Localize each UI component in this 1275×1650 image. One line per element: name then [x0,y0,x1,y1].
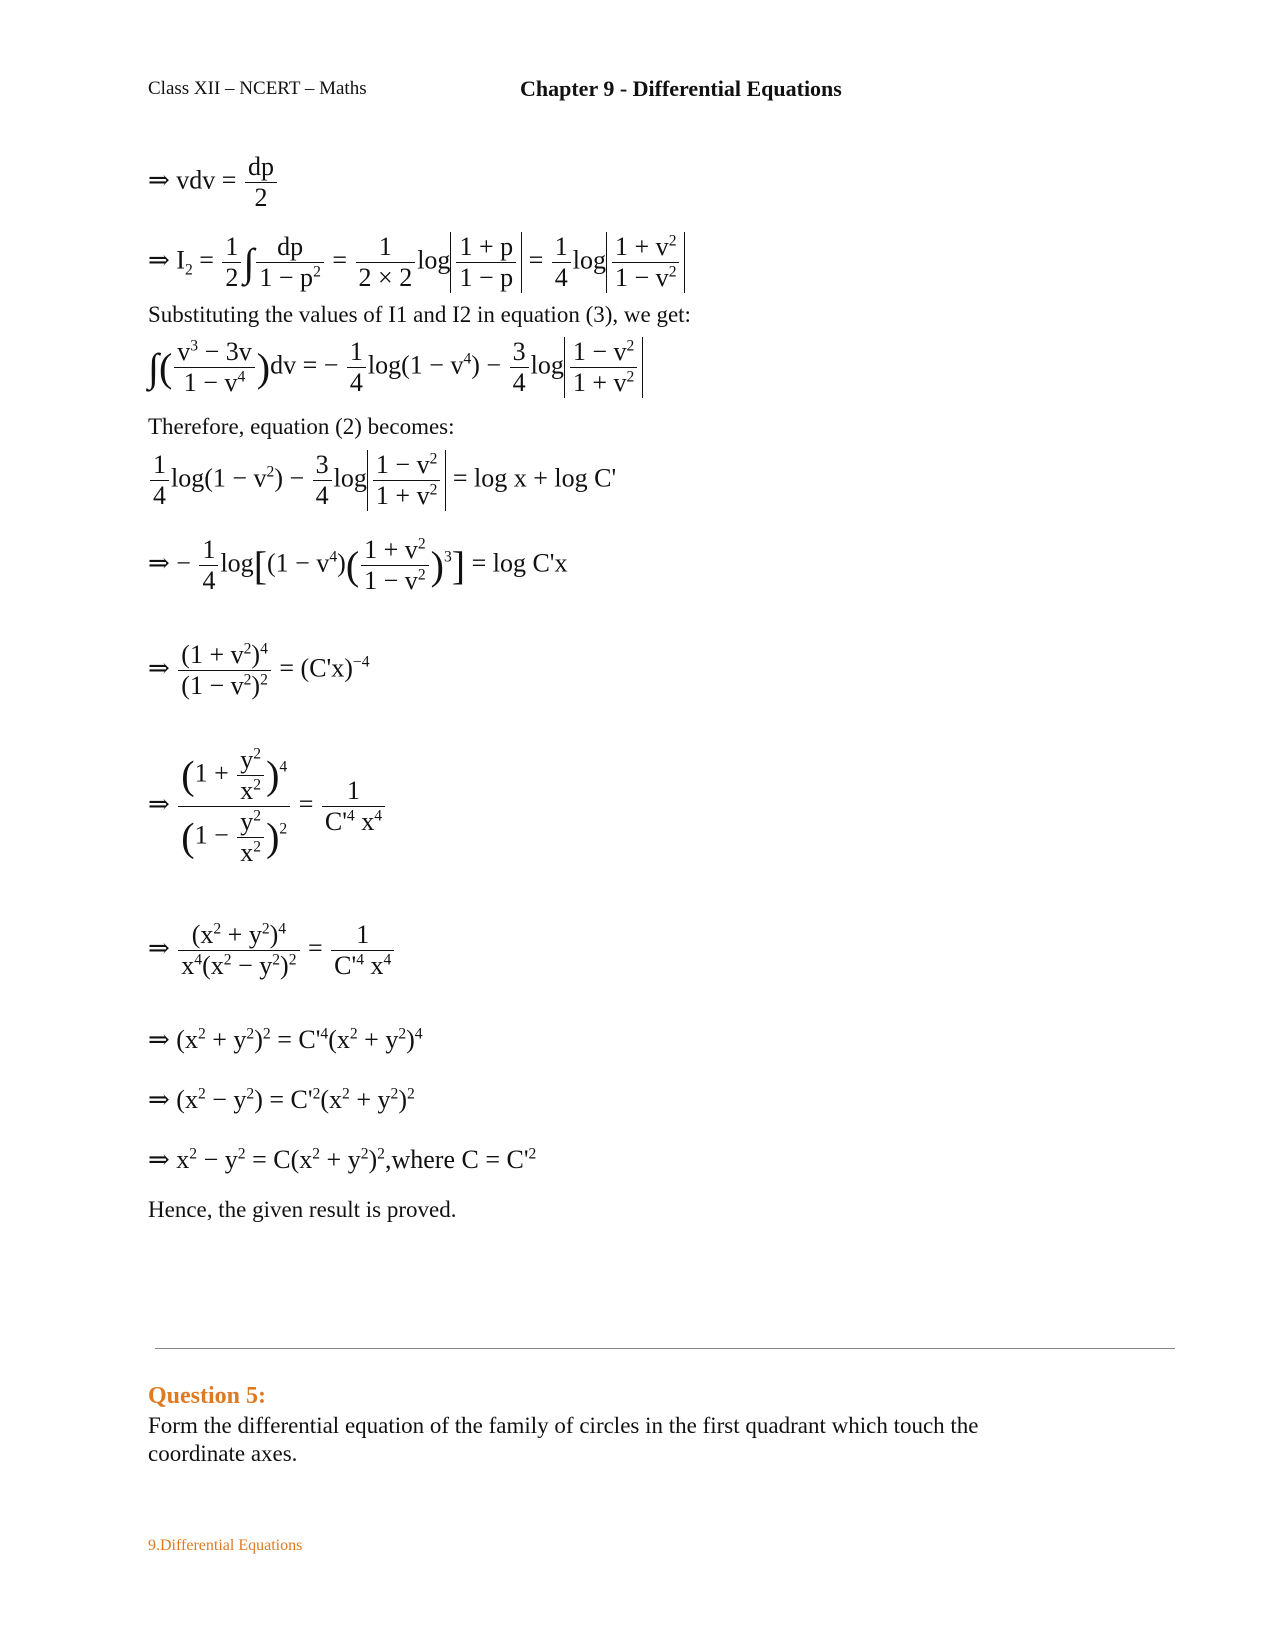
equation-vdv: ⇒ vdv = $\frac{dp}{2}$ [148,152,279,213]
equation-substitute: ⇒ (1 + $\frac{y^2}{x^2}$ )$^4$ (1 − $\frac{y^2}{x^2}$ )$^2$ = $\frac{1}{C'^4 x^4}$ [148,745,387,868]
where-label: ,where [384,1145,455,1174]
header-chapter-title: Chapter 9 - Differential Equations [520,76,842,101]
equation-combined-log: ⇒ − $\frac{1}{4}$ $\log[(1 - v^4)$( $\frac{1 + v^2}{1 - v^2}$ )$^3$] = log C'x [148,535,568,595]
question-text: Form the differential equation of the family of circles in the first quadrant which touch the coordinate axes. [148,1413,979,1466]
equation-integral: ∫( $\frac{v^3 - 3v}{1 - v^4}$ )dv = − $\frac{1}{4}$ $\log(1 - v^4)$ − $\frac{3}{4}$ log $\frac{1 - v^2}{1 + v^2}$ [148,337,643,398]
equation-cleared: ⇒ $\frac{(x^2 + y^2)^4}{x^4(x^2 - y^2)^2}$ = $\frac{1}{C'^4 x^4}$ [148,920,396,981]
footer-chapter-label: 9.Differential Equations [148,1537,303,1554]
question-title: Question 5: [148,1383,267,1409]
equation-step-b: ⇒ $(x^2 - y^2) = C'^2(x^2 + y^2)^2$ [148,1085,415,1114]
equation-final: ⇒ $x^2 - y^2 = C(x^2$ + $y^2)^2,where$ $C = C'^2$ [148,1145,537,1174]
equation-two: $\frac{1}{4}$ $\log(1 - v^2)$ − $\frac{3}{4}$ log $\frac{1 - v^2}{1 + v^2}$ = log x + log C' [148,450,616,511]
equation-step-a: ⇒ $(x^2 + y^2)^2 = C'^4(x^2 + y^2)^4$ [148,1025,423,1054]
equation-power: ⇒ $\frac{(1 + v^2)^4}{(1 - v^2)^2}$ = $(C'x)^{-4}$ [148,640,370,700]
text-conclusion: Hence, the given result is proved. [148,1197,457,1222]
text-therefore: Therefore, equation (2) becomes: [148,414,455,439]
header-class-label: Class XII – NCERT – Maths [148,78,367,99]
text-substituting: Substituting the values of I1 and I2 in equation (3), we get: [148,302,691,327]
section-divider [155,1348,1175,1349]
equation-i2: ⇒ $I_2$ = $\frac{1}{2}$ ∫ $\frac{dp}{1 - p^2}$ = $\frac{1}{2 \times 2}$ log $\frac{1 + p}{1 - p}$ = $\frac{1}{4}$ log $\frac{1 + v^2}{1 - v^2}$ [148,232,685,293]
